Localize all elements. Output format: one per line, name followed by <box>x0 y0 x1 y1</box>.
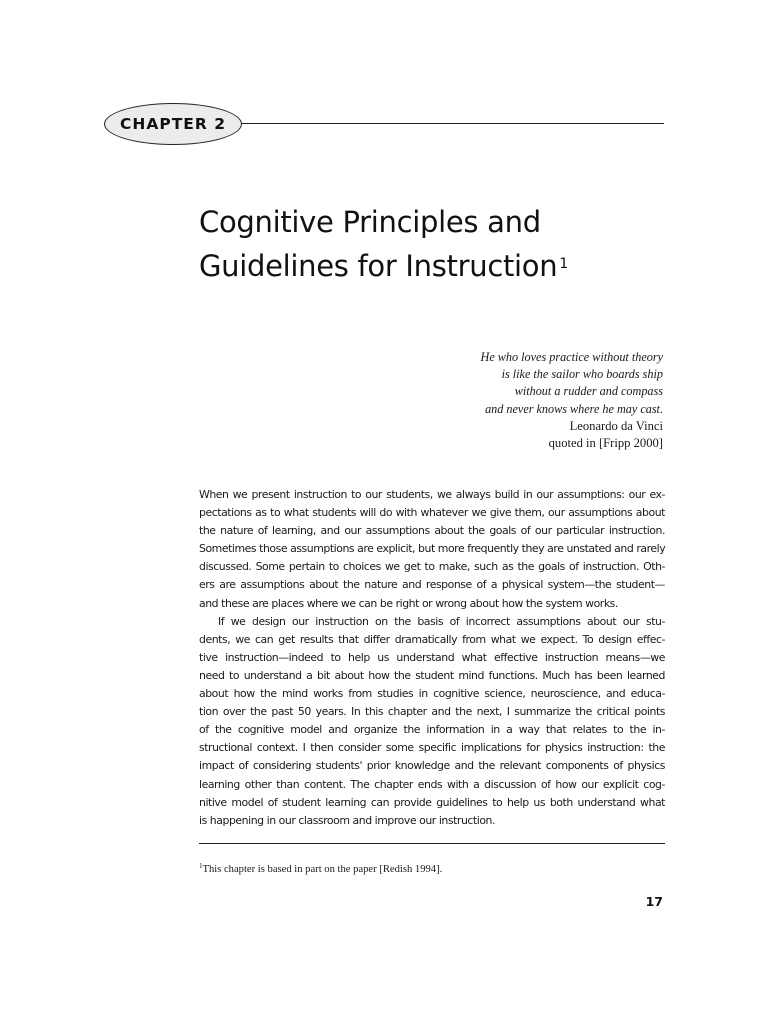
body-line: pectations as to what students will do with whatever we give them, our assumptions about <box>199 506 665 520</box>
body-line: about how the mind works from studies in cognitive science, neuroscience, and educa- <box>199 687 665 701</box>
footnote-text: This chapter is based in part on the paper [Redish 1994]. <box>202 864 443 875</box>
body-line: of the cognitive model and organize the information in a way that relates to the in- <box>199 723 665 737</box>
chapter-title <box>199 200 669 288</box>
epigraph <box>333 349 663 452</box>
epigraph-quote-line: and never knows where he may cast. <box>485 401 663 416</box>
paragraph-1 <box>199 486 665 613</box>
body-line: structional context. I then consider some specific implications for physics instruction: the <box>199 741 665 755</box>
epigraph-quote-line: is like the sailor who boards ship <box>501 367 663 382</box>
body-line: tive instruction—indeed to help us understand what effective instruction means—we <box>199 650 665 664</box>
body-line: When we present instruction to our students, we always build in our assumptions: our ex- <box>199 488 665 501</box>
body-line: impact of considering students' prior knowledge and the relevant components of physics <box>199 759 665 773</box>
chapter-label: CHAPTER 2 <box>120 115 226 133</box>
body-line: ers are assumptions about the nature and response of a physical system—the student— <box>199 578 665 592</box>
chapter-title-line-2 <box>199 244 669 288</box>
epigraph-author: Leonardo da Vinci <box>569 418 663 433</box>
footnote-rule <box>199 843 665 844</box>
body-line: need to understand a bit about how the student mind functions. Much has been learned <box>199 668 665 682</box>
title-footnote-marker: 1 <box>559 256 568 272</box>
epigraph-quote-line: He who loves practice without theory <box>480 350 663 364</box>
body-line: is happening in our classroom and improve our instruction. <box>199 813 496 827</box>
body-line: tion over the past 50 years. In this chapter and the next, I summarize the critical points <box>199 705 665 719</box>
body-line: nitive model of student learning can provide guidelines to help us both understand what <box>199 795 665 809</box>
paragraph-2 <box>199 613 665 830</box>
page-number: 17 <box>645 894 663 909</box>
chapter-header-rule <box>236 123 664 124</box>
footnote-marker: 1 <box>199 862 203 870</box>
body-line: Sometimes those assumptions are explicit, but more frequently they are unstated and rarely <box>199 542 666 556</box>
body-line: If we design our instruction on the basis of incorrect assumptions about our stu- <box>218 614 665 628</box>
chapter-title-line-2-text: Guidelines for Instruction <box>199 249 558 283</box>
chapter-badge <box>104 103 242 145</box>
body-line: learning other than content. The chapter ends with a discussion of how our explicit cog- <box>199 777 665 791</box>
body-line: the nature of learning, and our assumptions about the goals of our particular instruction. <box>199 524 665 538</box>
body-line: discussed. Some pertain to choices we get to make, such as the goals of instruction. Oth- <box>199 560 665 574</box>
body-line: dents, we can get results that differ dramatically from what we expect. To design effec- <box>199 632 665 646</box>
footnote <box>199 864 442 875</box>
body-line: and these are places where we can be right or wrong about how the system works. <box>199 596 618 610</box>
body-text <box>199 486 665 830</box>
epigraph-quote-line: without a rudder and compass <box>514 384 663 399</box>
chapter-title-line-1: Cognitive Principles and <box>199 205 541 239</box>
epigraph-source: quoted in [Fripp 2000] <box>548 436 663 451</box>
